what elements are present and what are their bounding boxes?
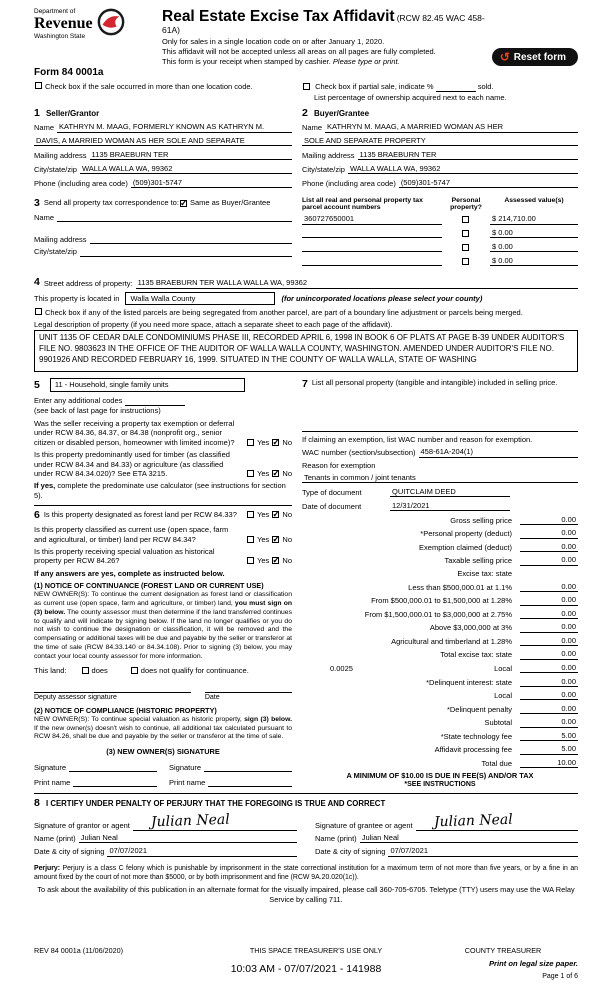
header — [34, 8, 578, 67]
perjury-statement: Perjury: Perjury is a class C felony which is punishable by imprisonment in the state correctional institution for a maximum term of not more than five years, or by a fine in an amount fixed by the court of not more than $5000, or by both imprisonment and fine (RCW 9A.20.020(1c)). — [34, 865, 578, 882]
located-in-label: This property is located in — [34, 293, 120, 303]
grantee-name-print-input[interactable]: Julian Neal — [360, 833, 578, 843]
partial-sale-suffix: sold. — [477, 82, 494, 92]
owner-print-name-label: Print name — [34, 777, 71, 787]
wac-number-input[interactable]: 458-61A-204(1) — [419, 447, 578, 457]
type-of-document-input[interactable]: QUITCLAIM DEED — [390, 487, 510, 497]
multi-location-label: Check box if the sale occurred in more than one location code. — [45, 82, 253, 92]
same-as-buyer-checkbox[interactable] — [180, 200, 187, 207]
tax-line-local: 0.0025 Local 0.00 — [302, 663, 578, 673]
section1-number: 1 — [34, 107, 40, 120]
treasurer-space-label: THIS SPACE TREASURER'S USE ONLY — [249, 945, 383, 955]
assessed-value-input[interactable]: $ 0.00 — [490, 242, 578, 252]
land-use-select[interactable]: 11 - Household, single family units — [50, 378, 245, 392]
section-property — [34, 276, 578, 372]
grantee-signature-input[interactable] — [416, 811, 578, 831]
additional-codes-label: Enter any additional codes — [34, 396, 123, 406]
does-label: does — [91, 665, 108, 675]
tax-value-input[interactable]: 0.00 — [520, 690, 578, 700]
notice2-title: (2) NOTICE OF COMPLIANCE (HISTORIC PROPERTY) — [34, 705, 217, 715]
tax-line-state-technology-fee: *State technology fee 5.00 — [440, 730, 576, 741]
s6-q1-yes-checkbox[interactable] — [247, 511, 254, 518]
section2-number: 2 — [302, 107, 308, 120]
section-land-use — [34, 378, 292, 500]
owner-signature-label: Signature — [169, 762, 202, 772]
street-address-input[interactable]: 1135 BRAEBURN TER WALLA WALLA WA, 99362 — [136, 278, 578, 288]
accessibility-statement: To ask about the availability of this publication in an alternate format for the visually impaired, please call 360-705-6705. Teletype (TTY) users may use the WA Relay Service by calling 711. — [37, 885, 575, 904]
additional-codes-input[interactable] — [125, 398, 185, 406]
partial-sale-label: Check box if partial sale, indicate % — [315, 82, 434, 92]
land-does-checkbox[interactable] — [82, 667, 89, 674]
deputy-date-input[interactable] — [205, 683, 292, 693]
reason-exemption-label: Reason for exemption — [302, 461, 376, 471]
s6-q1-yesno: Yes ✓ No — [246, 510, 292, 519]
buyer-mailing-label: Mailing address — [302, 150, 355, 160]
revenue-wordmark: Revenue — [34, 15, 93, 33]
header-note-1: Only for sales in a single location code on or after January 1, 2020. — [162, 36, 385, 46]
grantor-date-city-input[interactable]: 07/07/2021 — [107, 846, 297, 856]
local-rate: 0.0025 — [330, 663, 353, 673]
send-correspondence-label: Send all property tax correspondence to: — [43, 198, 179, 208]
tax-value-input[interactable]: 10.00 — [520, 758, 578, 768]
parcel-row — [302, 242, 578, 252]
s5-q1-text: Was the seller receiving a property tax exemption or deferral under RCW 84.36, 84.37, or 84.38 (nonprofit org., senior citizen or disabled person, homeowner with limited income)? — [34, 419, 235, 447]
s6-q1-text: Is this property designated as forest land per RCW 84.33? — [43, 510, 237, 520]
s5-q2-no-checkbox[interactable] — [272, 470, 279, 477]
grantee-signature-label: Signature of grantee or agent — [315, 821, 413, 831]
parcel-number-input[interactable] — [302, 257, 442, 266]
tax-line-delinquent-penalty: *Delinquent penalty 0.00 — [446, 703, 576, 714]
tax-value-input[interactable]: 5.00 — [520, 731, 578, 741]
seller-name-label: Name — [34, 123, 55, 133]
revenue-logo — [34, 8, 152, 41]
section6-number: 6 — [34, 509, 40, 522]
legal-description-label: Legal description of property (if you need more space, attach a separate sheet to each page of the affidavit). — [34, 319, 393, 329]
partial-sale-percent-input[interactable] — [436, 84, 476, 92]
if-yes-note: If yes, complete the predominate use calculator (see instructions for section 5). — [34, 481, 286, 500]
parcel-row — [302, 256, 578, 266]
county-treasurer-label: COUNTY TREASURER — [464, 945, 542, 955]
section-personal-property — [302, 378, 578, 483]
parcel-table — [302, 197, 578, 270]
top-checkbox-bar — [34, 82, 578, 102]
buyer-city-input[interactable]: WALLA WALLA WA, 99362 — [348, 164, 578, 174]
parcel-number-input[interactable] — [302, 229, 442, 238]
tax-value-input[interactable]: 0.00 — [520, 609, 578, 619]
date-of-document-label: Date of document — [302, 501, 362, 511]
buyer-name-input-line2[interactable]: SOLE AND SEPARATE PROPERTY — [302, 136, 578, 146]
tax-line-tier4: Above $3,000,000 at 3% 0.00 — [429, 622, 576, 633]
reset-form-button[interactable]: ↺ Reset form — [492, 48, 578, 66]
rev-number: REV 84 0001a (11/06/2020) — [34, 945, 123, 955]
s6-q2-yesno: Yes ✓ No — [246, 535, 292, 544]
s6-q2-no-checkbox[interactable] — [272, 536, 279, 543]
does-not-label: does not qualify for continuance. — [140, 665, 249, 675]
s5-q2-yes-checkbox[interactable] — [247, 470, 254, 477]
rcw-reference: (RCW 82.45 WAC 458-61A) — [162, 13, 485, 36]
county-select[interactable]: Walla Walla County — [125, 292, 275, 305]
dept-of-label: Department of — [34, 8, 76, 15]
deputy-date-label: Date — [204, 694, 220, 702]
tax-block — [302, 487, 578, 789]
reason-exemption-input[interactable]: Tenants in common / joint tenants — [302, 473, 578, 483]
s6-q2-yes-checkbox[interactable] — [247, 536, 254, 543]
tax-value-input[interactable]: 0.00 — [520, 622, 578, 632]
seller-mailing-input[interactable]: 1135 BRAEBURN TER — [90, 150, 292, 160]
s6-instruction: If any answers are yes, complete as instructed below. — [34, 568, 225, 578]
deputy-assessor-signature-input[interactable] — [34, 683, 191, 693]
owner-signature-label: Signature — [34, 762, 67, 772]
segregated-label: Check box if any of the listed parcels are being segregated from another parcel, are part of a boundary line adjustment or parcels being merged. — [45, 308, 523, 318]
tax-value-input[interactable]: 0.00 — [520, 582, 578, 592]
wac-number-label: WAC number (section/subsection) — [302, 448, 416, 458]
grantor-name-print-label: Name (print) — [34, 833, 76, 843]
grantor-signature-label: Signature of grantor or agent — [34, 821, 130, 831]
owner-signature-1-input[interactable] — [69, 763, 157, 772]
tax-line-delinquent-interest-state: *Delinquent interest: state 0.00 — [426, 676, 576, 687]
grantor-name-print-input[interactable]: Julian Neal — [79, 833, 297, 843]
section-buyer — [302, 107, 578, 192]
this-land-label: This land: — [34, 665, 67, 675]
tax-value-input[interactable]: 0.00 — [520, 677, 578, 687]
buyer-name-input[interactable]: KATHRYN M. MAAG, A MARRIED WOMAN AS HER — [325, 122, 578, 132]
personal-property-header: Personal property? — [450, 196, 482, 212]
s5-q2-yesno: Yes ✓ No — [246, 469, 292, 478]
s6-q3-yes-checkbox[interactable] — [247, 557, 254, 564]
footer — [34, 946, 578, 982]
cashier-stamp: 10:03 AM - 07/07/2021 - 141988 — [230, 962, 382, 975]
owner-print-name-1-input[interactable] — [73, 778, 157, 787]
type-of-document-label: Type of document — [302, 488, 362, 498]
tax-line-taxable-selling-price: Taxable selling price 0.00 — [444, 555, 576, 566]
grantee-name-print-label: Name (print) — [315, 833, 357, 843]
seller-phone-input[interactable]: (509)301-5747 — [131, 178, 292, 188]
assessed-value-input[interactable]: $ 214,710.00 — [490, 214, 578, 224]
tax-value-input[interactable]: 0.00 — [520, 636, 578, 646]
tax-line-tier3: From $1,500,000.01 to $3,000,000 at 2.75% 0.00 — [364, 608, 576, 619]
buyer-mailing-input[interactable]: 1135 BRAEBURN TER — [358, 150, 578, 160]
notice1-paragraph: NEW OWNER(S): To continue the current designation as forest land or classification as current use (open space, farm and agriculture, or timber) land, you must sign on (3) below. The county assessor must then determine if the land transferred continues to qualify and will indicate by signing below. If the land no longer qualifies or you do not wish to continue the designation or classification, it will be removed and the compensating or additional taxes will be due and payable by the seller or transferor at the time of sale (RCW 84.33.140 or 84.34.108). Prior to signing (3) below, you may contact your local county assessor for more information. — [34, 591, 292, 660]
header-note-3: This form is your receipt when stamped by cashier. Please type or print. — [162, 57, 400, 67]
tax-value-input[interactable]: 0.00 — [520, 528, 578, 538]
personal-property-checkbox[interactable] — [462, 230, 469, 237]
seller-city-label: City/state/zip — [34, 164, 77, 174]
grantor-signature-handwriting: Julian Neal — [150, 811, 230, 831]
parcel-row — [302, 214, 578, 224]
section8-number: 8 — [34, 797, 40, 810]
ownership-note: List percentage of ownership acquired next to each name. — [314, 92, 507, 102]
tax-line-affidavit-processing-fee: Affidavit processing fee 5.00 — [434, 744, 576, 755]
multi-location-checkbox[interactable] — [35, 82, 42, 89]
buyer-name-label: Name — [302, 123, 323, 133]
section-certification — [34, 793, 578, 860]
minimum-due-note: A MINIMUM OF $10.00 IS DUE IN FEE(S) AND/OR TAX — [346, 771, 534, 781]
tax-line-tier2: From $500,000.01 to $1,500,000 at 1.28% 0.00 — [371, 595, 576, 606]
buyer-phone-label: Phone (including area code) — [302, 178, 396, 188]
tax-line-excise-tax-state-header: Excise tax: state — [457, 569, 512, 579]
tax-value-input[interactable]: 0.00 — [520, 704, 578, 714]
deputy-assessor-label: Deputy assessor signature — [34, 694, 117, 702]
correspondence-name-input[interactable] — [57, 213, 292, 222]
assessed-value-input[interactable]: $ 0.00 — [490, 256, 578, 266]
tax-line-exemption-claimed: Exemption claimed (deduct) 0.00 — [419, 541, 576, 552]
tax-value-input[interactable]: 0.00 — [520, 595, 578, 605]
revenue-logo-icon — [97, 8, 125, 38]
personal-property-list-input[interactable] — [302, 391, 578, 431]
personal-property-checkbox[interactable] — [462, 216, 469, 223]
s5-q1-no-checkbox[interactable] — [272, 439, 279, 446]
section3-number: 3 — [34, 196, 40, 209]
section4-number: 4 — [34, 275, 40, 288]
section-correspondence — [34, 197, 578, 270]
same-as-buyer-label: Same as Buyer/Grantee — [189, 198, 271, 208]
tax-line-total-excise-state: Total excise tax: state 0.00 — [440, 649, 576, 660]
section1-title: Seller/Grantor — [45, 109, 100, 119]
date-of-document-input[interactable]: 12/31/2021 — [390, 501, 510, 511]
correspondence-name-label: Name — [34, 212, 55, 222]
tax-value-input[interactable]: 0.00 — [520, 542, 578, 552]
tax-value-input[interactable]: 0.00 — [520, 717, 578, 727]
new-owners-signature-title: (3) NEW OWNER(S) SIGNATURE — [106, 747, 220, 757]
notice2-paragraph: NEW OWNER(S): To continue special valuation as historic property, sign (3) below. If the new owner(s) doesn't wish to continue, all additional tax calculated pursuant to RCW 84.26, shall be due and payable by the seller or transferor at the time of sale. — [34, 715, 293, 741]
parcel-number-input[interactable]: 360727650001 — [302, 214, 442, 224]
seller-phone-label: Phone (including area code) — [34, 178, 128, 188]
personal-property-checkbox[interactable] — [462, 244, 469, 251]
correspondence-mailing-label: Mailing address — [34, 234, 87, 244]
land-qualify-row — [34, 666, 292, 675]
s5-q2-text: Is this property predominantly used for timber (as classified under RCW 84.34 and 84.33) or agriculture (as classified under RCW 84.34.020)? See ETA 3215. — [34, 450, 230, 478]
personal-property-checkbox[interactable] — [462, 258, 469, 265]
owner-print-name-2-input[interactable] — [208, 778, 292, 787]
tax-value-input[interactable]: 5.00 — [520, 744, 578, 754]
tax-line-gross-selling-price: Gross selling price 0.00 — [450, 514, 576, 525]
owner-signature-2-input[interactable] — [204, 763, 292, 772]
grantee-date-city-label: Date & city of signing — [315, 847, 386, 857]
codes-note: (see back of last page for instructions) — [34, 405, 161, 415]
seller-name-input-line2[interactable]: DAVIS, A MARRIED WOMAN AS HER SOLE AND SEPARATE — [34, 136, 292, 146]
tax-value-input[interactable]: 0.00 — [520, 663, 578, 673]
land-does-not-checkbox[interactable] — [131, 667, 138, 674]
grantor-date-city-label: Date & city of signing — [34, 847, 105, 857]
parcel-number-input[interactable] — [302, 243, 442, 252]
parcel-row — [302, 228, 578, 238]
header-note-2: This affidavit will not be accepted unless all areas on all pages are fully completed. — [162, 47, 436, 57]
s6-q3-yesno: Yes ✓ No — [246, 556, 292, 565]
exemption-note: If claiming an exemption, list WAC number and reason for exemption. — [302, 435, 533, 445]
county-note: (for unincorporated locations please select your county) — [281, 293, 483, 303]
deputy-assessor-row — [34, 683, 292, 703]
assessed-values-header: Assessed value(s) — [504, 196, 564, 204]
tax-line-delinquent-interest-local: Local 0.00 — [494, 690, 576, 701]
correspondence-mailing-input[interactable] — [90, 235, 292, 244]
partial-sale-checkbox[interactable] — [303, 83, 310, 90]
s7-intro: List all personal property (tangible and intangible) included in selling price. — [311, 377, 558, 387]
s6-q3-text: Is this property receiving special valuation as historical property per RCW 84.26? — [34, 546, 215, 566]
correspondence-city-input[interactable] — [80, 248, 292, 257]
seller-mailing-label: Mailing address — [34, 150, 87, 160]
see-instructions-note: *SEE INSTRUCTIONS — [404, 780, 476, 788]
buyer-city-label: City/state/zip — [302, 164, 345, 174]
s6-q2-text: Is this property classified as current use (open space, farm and agricultural, or timber) land per RCW 84.34? — [34, 525, 229, 544]
street-address-label: Street address of property: — [43, 279, 133, 289]
seller-city-input[interactable]: WALLA WALLA WA, 99362 — [80, 164, 292, 174]
print-size-note: Print on legal size paper. — [488, 958, 578, 968]
section2-title: Buyer/Grantee — [313, 109, 370, 119]
section5-number: 5 — [34, 378, 40, 391]
tax-value-input[interactable]: 0.00 — [520, 515, 578, 525]
tax-line-total-due: Total due 10.00 — [481, 757, 576, 768]
reset-circle-arrow-icon: ↺ — [499, 50, 510, 64]
s5-q1-yesno: Yes ✓ No — [246, 438, 292, 447]
tax-line-personal-property-deduct: *Personal property (deduct) 0.00 — [420, 528, 576, 539]
tax-value-input[interactable]: 0.00 — [520, 649, 578, 659]
grantee-date-city-input[interactable]: 07/07/2021 — [388, 846, 578, 856]
legal-description-input[interactable]: UNIT 1135 OF CEDAR DALE CONDOMINIUMS PHASE III, RECORDED APRIL 6, 1998 IN BOOK 6 OF PLATS AT PAGE B-39 UNDER AUDITOR'S FILE NO. 9803623 IN THE OFFICE OF THE AUDITOR OF WALLA WALLA COUNTY, WASHINGTON. AMENDED UNDER AUDITOR'S FILE NO. 9901926 AND RECORDED FEBRUARY 16, 1999. SITUATED IN THE COUNTY OF WALLA WALLA, STATE OF WASHING — [34, 330, 578, 372]
s5-q1-yes-checkbox[interactable] — [247, 439, 254, 446]
assessed-value-input[interactable]: $ 0.00 — [490, 228, 578, 238]
grantee-signature-handwriting: Julian Neal — [433, 811, 513, 831]
section-designation — [34, 505, 292, 787]
tax-line-subtotal: Subtotal 0.00 — [484, 717, 576, 728]
page-title: Real Estate Excise Tax Affidavit — [162, 8, 395, 25]
section-seller — [34, 107, 292, 192]
owner-print-name-label: Print name — [169, 777, 206, 787]
form-number: Form 84 0001a — [34, 66, 104, 78]
segregated-checkbox[interactable] — [35, 308, 42, 315]
seller-name-input[interactable]: KATHRYN M. MAAG, FORMERLY KNOWN AS KATHRYN M. — [57, 122, 292, 132]
tax-line-tier1: Less than $500,000.01 at 1.1% 0.00 — [408, 581, 576, 592]
washington-state-label: Washington State — [34, 33, 86, 41]
section7-number: 7 — [302, 377, 308, 390]
page-number: Page 1 of 6 — [542, 973, 578, 981]
correspondence-city-label: City/state/zip — [34, 247, 77, 257]
grantor-signature-input[interactable] — [133, 811, 297, 831]
certify-statement: I CERTIFY UNDER PENALTY OF PERJURY THAT THE FOREGOING IS TRUE AND CORRECT — [46, 799, 386, 809]
parcel-numbers-header: List all real and personal property tax parcel account numbers — [302, 196, 423, 212]
s6-q1-no-checkbox[interactable] — [272, 511, 279, 518]
buyer-phone-input[interactable]: (509)301-5747 — [399, 178, 578, 188]
tax-line-agricultural: Agricultural and timberland at 1.28% 0.00 — [391, 635, 576, 646]
tax-value-input[interactable]: 0.00 — [520, 555, 578, 565]
s6-q3-no-checkbox[interactable] — [272, 557, 279, 564]
notice1-title: (1) NOTICE OF CONTINUANCE (FOREST LAND OR CURRENT USE) — [34, 581, 264, 591]
